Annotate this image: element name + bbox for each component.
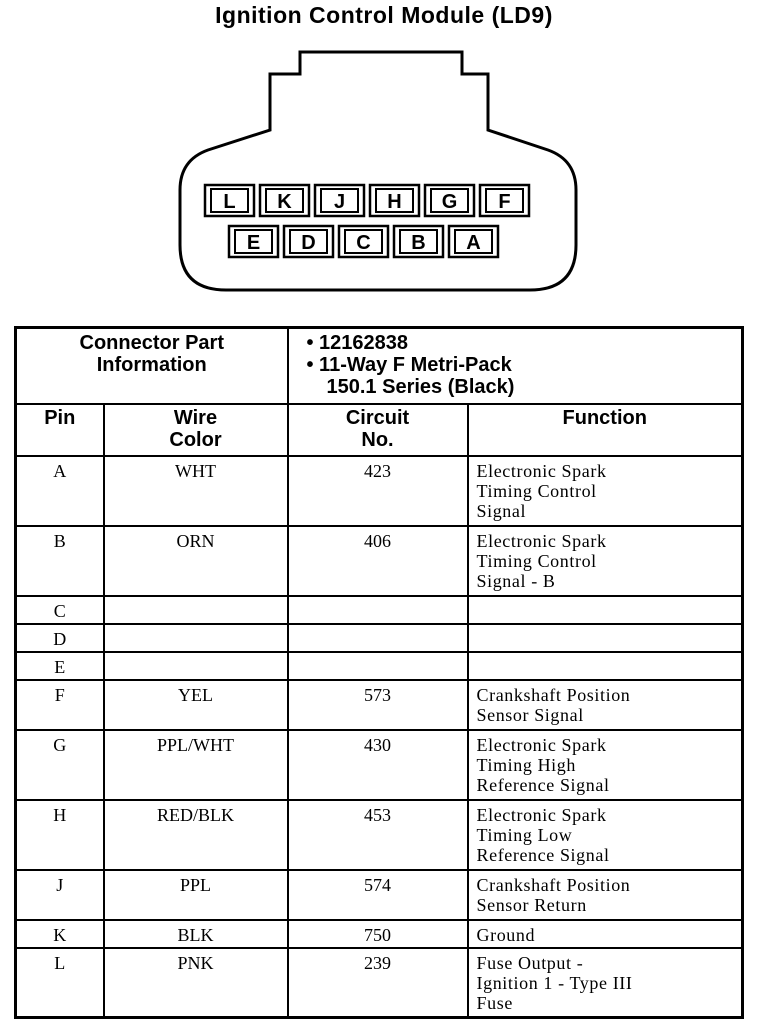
function-line: Reference Signal [476,774,610,795]
pin-cell: G [16,730,104,800]
function-line: Fuse Output - [476,952,584,973]
connector-pin-label: K [277,191,292,213]
connector-pin-label: B [411,232,426,254]
pin-cell: H [16,800,104,870]
function-line: Electronic Spark [476,530,607,551]
function-cell [468,596,743,624]
table-row [16,624,743,652]
function-cell [468,624,743,652]
function-line: Ignition 1 - Type III [476,972,633,993]
circuit-number-cell: 574 [288,870,468,920]
wire-color-cell: PNK [104,948,288,1018]
connector-pin-label: H [387,191,402,213]
function-cell [468,730,743,800]
circuit-number-cell: 750 [288,920,468,948]
circuit-header-label: No. [361,428,394,451]
part-description: • 11-Way F Metri-Pack [306,354,512,376]
info-label-line: Connector Part [79,332,224,354]
function-cell [468,870,743,920]
pin-cell: C [16,596,104,624]
function-cell [468,526,743,596]
connector-pin-label: E [246,232,261,254]
wire-color-header-label: Wire [173,406,218,429]
connector-pin-table [14,326,744,1019]
function-line: Electronic Spark [476,804,607,825]
pin-header [16,404,104,456]
pin-cell: A [16,456,104,526]
function-line: Signal [476,500,527,521]
connector-housing [180,52,576,290]
pin-cell: J [16,870,104,920]
function-cell [468,652,743,680]
pin-cell: L [16,948,104,1018]
function-line: Fuse [476,992,513,1013]
connector-bottom-row [229,226,498,257]
wire-color-cell [104,624,288,652]
table-row [16,800,743,870]
page-title: Ignition Control Module (LD9) [215,2,553,28]
circuit-number-cell [288,596,468,624]
connector-part-info [288,328,743,404]
circuit-number-cell: 573 [288,680,468,730]
function-cell [468,680,743,730]
connector-pin-label: G [441,191,458,213]
part-description: 150.1 Series (Black) [326,376,515,398]
connector-pin-label: D [301,232,316,254]
function-header [468,404,743,456]
circuit-number-cell [288,652,468,680]
function-cell [468,948,743,1018]
circuit-number-cell: 423 [288,456,468,526]
function-line: Timing Control [476,480,597,501]
wire-color-header-label: Color [169,428,222,451]
connector-info-label [16,328,288,404]
function-line: Sensor Return [476,894,587,915]
pin-header-label: Pin [44,406,76,429]
function-cell [468,800,743,870]
function-header-label: Function [562,406,647,429]
part-number: • 12162838 [306,332,409,354]
table-row [16,948,743,1018]
pin-cell: D [16,624,104,652]
wire-color-cell: RED/BLK [104,800,288,870]
wire-color-cell: PPL [104,870,288,920]
function-line: Timing Control [476,550,597,571]
function-line: Sensor Signal [476,704,584,725]
connector-diagram [0,0,768,310]
table-row [16,652,743,680]
function-line: Crankshaft Position [476,684,631,705]
circuit-number-cell [288,624,468,652]
circuit-number-cell: 430 [288,730,468,800]
connector-top-row [205,185,529,216]
connector-info-row [16,328,743,404]
function-cell [468,920,743,948]
wire-color-cell: PPL/WHT [104,730,288,800]
table-row [16,526,743,596]
wire-color-cell: BLK [104,920,288,948]
wire-color-cell: WHT [104,456,288,526]
pin-cell: E [16,652,104,680]
pin-cell: B [16,526,104,596]
function-line: Reference Signal [476,844,610,865]
table-row [16,596,743,624]
info-label-line: Information [96,354,207,376]
function-line: Signal - B [476,570,556,591]
table-row [16,730,743,800]
wire-color-header [104,404,288,456]
function-line: Ground [476,924,536,945]
connector-pin-label: L [223,191,236,213]
function-line: Crankshaft Position [476,874,631,895]
connector-pin-label: J [333,191,346,213]
connector-pin-label: A [466,232,481,254]
function-line: Timing Low [476,824,573,845]
table-row [16,456,743,526]
function-line: Timing High [476,754,576,775]
circuit-number-cell: 239 [288,948,468,1018]
connector-pin-label: F [498,191,511,213]
pin-cell: K [16,920,104,948]
table-row [16,920,743,948]
circuit-header [288,404,468,456]
function-line: Electronic Spark [476,460,607,481]
pin-cell: F [16,680,104,730]
wire-color-cell: ORN [104,526,288,596]
wire-color-cell [104,652,288,680]
table-header-row [16,404,743,456]
connector-pin-label: C [356,232,371,254]
wire-color-cell: YEL [104,680,288,730]
wire-color-cell [104,596,288,624]
table-row [16,870,743,920]
function-line: Electronic Spark [476,734,607,755]
function-cell [468,456,743,526]
table-row [16,680,743,730]
circuit-number-cell: 453 [288,800,468,870]
circuit-header-label: Circuit [345,406,410,429]
circuit-number-cell: 406 [288,526,468,596]
